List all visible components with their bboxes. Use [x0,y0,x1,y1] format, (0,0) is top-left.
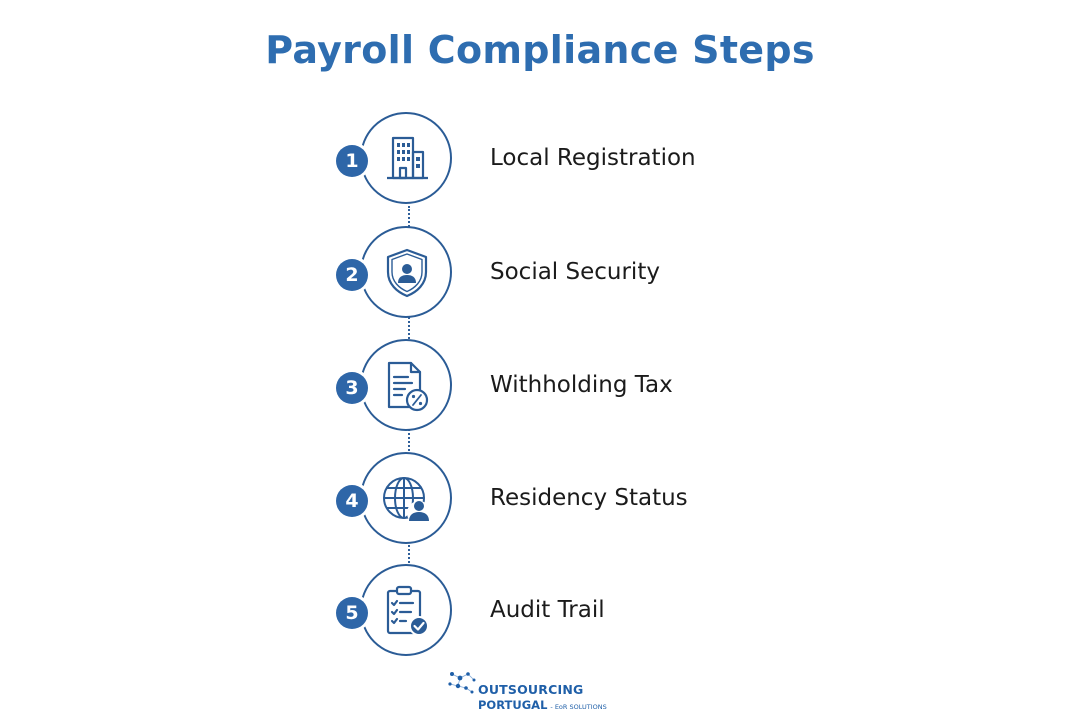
company-logo [446,668,626,714]
tax-document-icon [378,357,436,415]
step-number-badge: 3 [336,372,368,404]
step-icon-circle [360,339,452,431]
shield-user-icon [378,244,436,302]
logo-text-portugal [478,698,607,712]
page-title: Payroll Compliance Steps [265,28,815,72]
step-3 [336,339,736,435]
logo-text-sub: - EoR SOLUTIONS [550,703,607,711]
step-label: Social Security [490,259,660,285]
step-number-badge: 5 [336,597,368,629]
globe-user-icon [378,470,436,528]
step-label: Withholding Tax [490,372,673,398]
step-icon-circle [360,564,452,656]
step-label: Audit Trail [490,597,605,623]
step-number-badge: 4 [336,485,368,517]
step-icon-circle [360,452,452,544]
step-number-badge: 2 [336,259,368,291]
step-label: Residency Status [490,485,688,511]
step-5 [336,564,736,660]
step-4 [336,452,736,548]
network-dots-icon [446,668,482,698]
step-1 [336,112,736,208]
logo-text-outsourcing: OUTSOURCING [478,682,584,697]
step-number-badge: 1 [336,145,368,177]
building-icon [378,130,436,188]
step-icon-circle [360,226,452,318]
step-2 [336,226,736,322]
logo-text-portugal-word: PORTUGAL [478,698,548,712]
step-icon-circle [360,112,452,204]
step-label: Local Registration [490,145,696,171]
clipboard-check-icon [378,582,436,640]
